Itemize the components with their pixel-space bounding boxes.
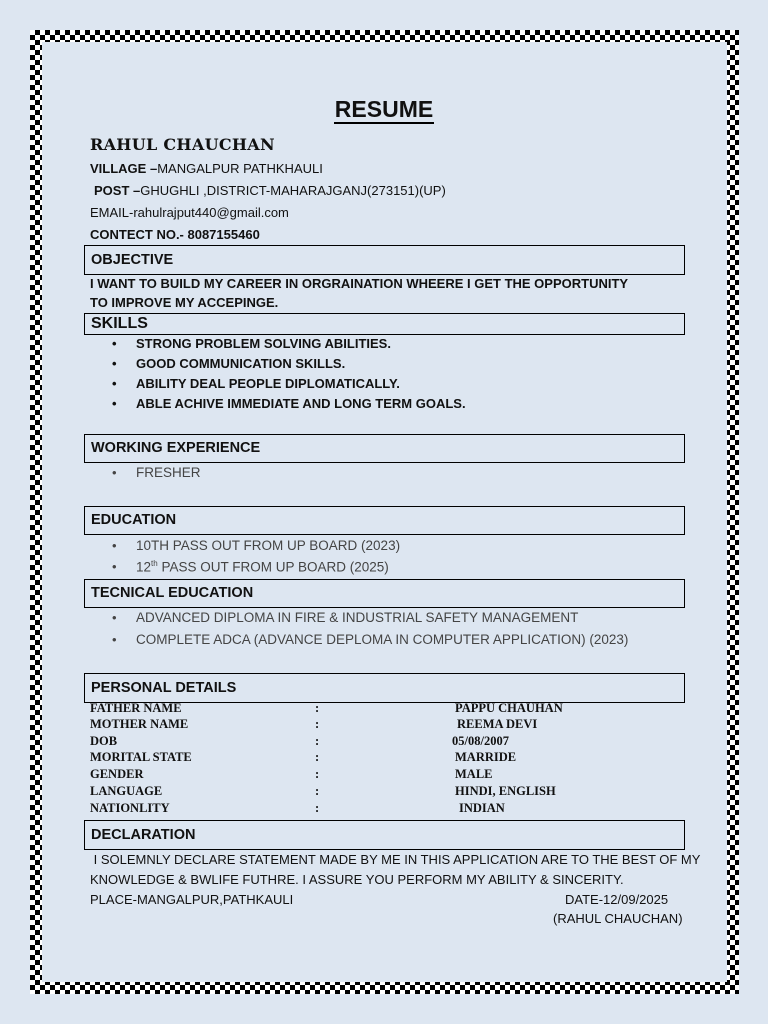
pd-value: PAPPU CHAUHAN [455,701,563,715]
pd-label: LANGUAGE [90,784,163,798]
pd-label: FATHER NAME [90,701,182,715]
pd-colon: : [315,734,320,748]
post-value: GHUGHLI ,DISTRICT-MAHARAJGANJ(273151)(UP) [140,183,446,198]
pd-colon: : [315,767,320,781]
skills-heading-box [84,313,685,335]
declaration-heading: DECLARATION [91,827,196,843]
pd-label: MORITAL STATE [90,750,192,764]
education-heading-box [84,506,685,535]
education-heading: EDUCATION [91,512,177,528]
personal-heading-box [84,673,685,703]
village-line [90,160,323,177]
phone-line: CONTECT NO.- 8087155460 [90,227,260,242]
village-value: MANGALPUR PATHKHAULI [157,161,323,176]
declaration-place: PLACE-MANGALPUR,PATHKAULI [90,892,294,907]
pd-value: MALE [455,767,493,781]
skills-heading: SKILLS [91,315,148,332]
pd-value: MARRIDE [455,750,517,764]
experience-heading: WORKING EXPERIENCE [91,440,261,456]
pd-label: MOTHER NAME [90,717,189,731]
pd-colon: : [315,750,320,764]
village-label: VILLAGE – [90,161,158,176]
technical-heading-box [84,579,685,608]
pd-value: 05/08/2007 [452,734,509,748]
declaration-line-1: I SOLEMNLY DECLARE STATEMENT MADE BY ME IN THIS APPLICATION ARE TO THE BEST OF MY [90,852,701,867]
pd-label: DOB [90,734,118,748]
pd-label: GENDER [90,767,144,781]
objective-line-2: TO IMPROVE MY ACCEPINGE. [90,295,279,310]
pd-colon: : [315,801,320,815]
pd-value: HINDI, ENGLISH [455,784,556,798]
declaration-line-2: KNOWLEDGE & BWLIFE FUTHRE. I ASSURE YOU PERFORM MY ABILITY & SINCERITY. [90,872,624,887]
objective-line-1: I WANT TO BUILD MY CAREER IN ORGRAINATION WHEERE I GET THE OPPORTUNITY [90,276,629,291]
declaration-date: DATE-12/09/2025 [565,892,669,907]
pd-label: NATIONLITY [90,801,170,815]
pd-colon: : [315,784,320,798]
objective-heading-box [84,245,685,275]
experience-heading-box [84,434,685,463]
applicant-name: RAHUL CHAUCHAN [90,135,275,154]
pd-colon: : [315,701,320,715]
resume-title: RESUME [334,96,434,122]
post-label: POST – [94,183,141,198]
post-line [94,182,446,199]
objective-heading: OBJECTIVE [91,252,174,268]
pd-value: INDIAN [459,801,505,815]
personal-heading: PERSONAL DETAILS [91,680,237,696]
declaration-heading-box [84,820,685,850]
pd-colon: : [315,717,320,731]
technical-heading: TECNICAL EDUCATION [91,585,254,601]
email-line: EMAIL-rahulrajput440@gmail.com [90,205,289,220]
pd-value: REEMA DEVI [457,717,538,731]
declaration-signature: (RAHUL CHAUCHAN) [553,911,683,926]
